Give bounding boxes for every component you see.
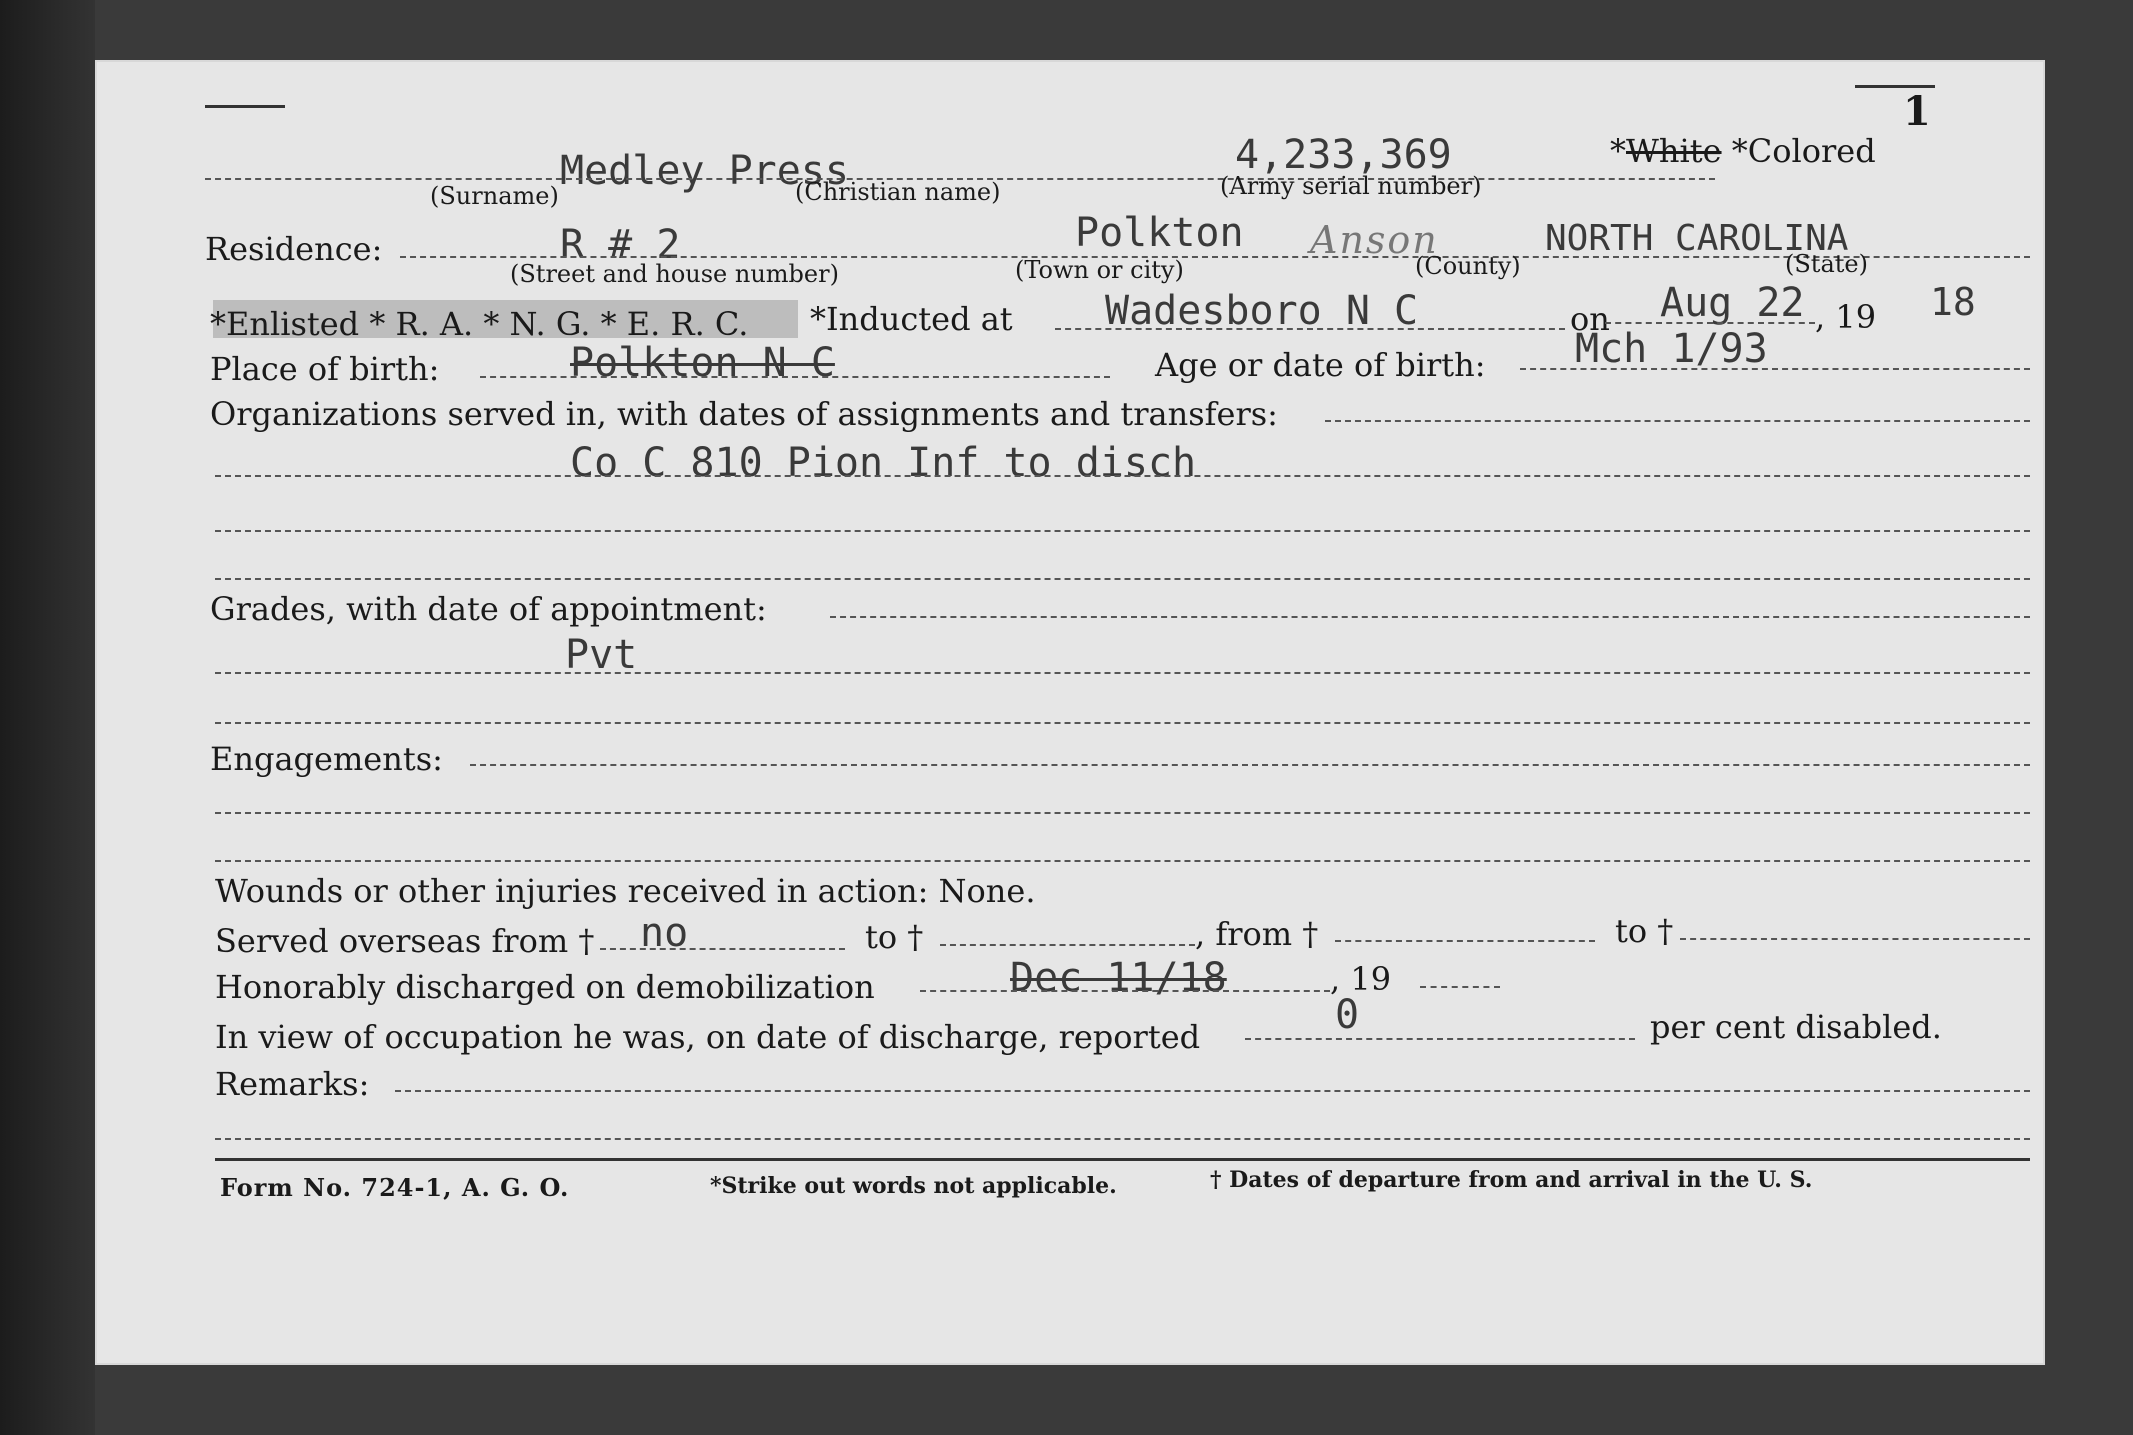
age-label: Age or date of birth: xyxy=(1155,346,1486,384)
corner-mark xyxy=(205,105,285,108)
organizations-value: Co C 810 Pion Inf to disch xyxy=(570,440,1197,486)
org-line-2 xyxy=(215,530,2030,532)
wounds-label: Wounds or other injuries received in action: None. xyxy=(215,872,1036,910)
discharge-line xyxy=(920,990,1330,992)
grades-label: Grades, with date of appointment: xyxy=(210,590,767,628)
disabled-suffix: per cent disabled. xyxy=(1650,1008,1942,1046)
grades-line-0 xyxy=(830,616,2030,618)
overseas-to-label: to † xyxy=(865,918,924,956)
disabled-value: 0 xyxy=(1335,992,1360,1038)
overseas-from-2-label: , from † xyxy=(1195,915,1319,953)
overseas-from-line xyxy=(600,948,845,950)
town-caption: (Town or city) xyxy=(1015,256,1184,284)
form-number: Form No. 724-1, A. G. O. xyxy=(220,1173,570,1202)
engagements-line-2 xyxy=(215,860,2030,862)
overseas-to-2-line xyxy=(1680,938,2030,940)
discharge-value: Dec 11/18 xyxy=(1010,955,1227,1001)
remarks-line-0 xyxy=(395,1090,2030,1092)
name-value: Medley Press xyxy=(560,148,849,194)
date-line xyxy=(1605,322,1815,324)
inducted-value: Wadesboro N C xyxy=(1105,288,1419,334)
year-prefix: , 19 xyxy=(1815,298,1877,336)
overseas-label: Served overseas from † xyxy=(215,922,595,960)
serial-caption: (Army serial number) xyxy=(1220,172,1482,200)
org-line-3 xyxy=(215,578,2030,580)
dates-note: † Dates of departure from and arrival in the U. S. xyxy=(1210,1167,1813,1193)
induction-year: 18 xyxy=(1930,280,1976,324)
disabled-label: In view of occupation he was, on date of discharge, reported xyxy=(215,1018,1201,1056)
overseas-to-2-label: to † xyxy=(1615,912,1674,950)
engagements-line-1 xyxy=(215,812,2030,814)
engagements-line-0 xyxy=(470,764,2030,766)
service-record-card xyxy=(95,60,2045,1365)
on-label: on xyxy=(1570,300,1610,338)
state-caption: (State) xyxy=(1785,250,1868,278)
overseas-from-2-line xyxy=(1335,940,1595,942)
disabled-line xyxy=(1245,1038,1635,1040)
county-caption: (County) xyxy=(1415,252,1521,280)
scan-border xyxy=(0,0,95,1435)
card-number: 1 xyxy=(1903,88,1931,135)
residence-label: Residence: xyxy=(205,230,383,268)
race-options: *White *Colored xyxy=(1610,132,1876,170)
discharge-label: Honorably discharged on demobilization xyxy=(215,968,875,1006)
overseas-value: no xyxy=(640,910,689,956)
christian-name-caption: (Christian name) xyxy=(795,178,1001,206)
discharge-year-line xyxy=(1420,986,1500,988)
birthplace-value: Polkton N C xyxy=(570,340,835,386)
serial-value: 4,233,369 xyxy=(1235,132,1452,178)
birthplace-line xyxy=(480,376,1110,378)
age-value: Mch 1/93 xyxy=(1575,326,1768,372)
remarks-label: Remarks: xyxy=(215,1065,370,1103)
discharge-year-prefix: , 19 xyxy=(1330,960,1392,998)
footer-rule xyxy=(215,1158,2030,1161)
grades-line-2 xyxy=(215,722,2030,724)
state-value: NORTH CAROLINA xyxy=(1545,218,1849,259)
grades-line-1 xyxy=(215,672,2030,674)
street-value: R # 2 xyxy=(560,222,681,268)
organizations-label: Organizations served in, with dates of assignments and transfers: xyxy=(210,395,1278,433)
grades-value: Pvt xyxy=(565,632,638,678)
town-value: Polkton xyxy=(1075,210,1244,256)
engagements-label: Engagements: xyxy=(210,740,443,778)
age-line xyxy=(1520,368,2030,370)
remarks-line-1 xyxy=(215,1138,2030,1140)
inducted-label: *Inducted at xyxy=(810,300,1013,338)
county-value: Anson xyxy=(1310,218,1439,262)
birthplace-label: Place of birth: xyxy=(210,350,440,388)
surname-caption: (Surname) xyxy=(430,182,559,210)
street-caption: (Street and house number) xyxy=(510,260,839,288)
strike-note: *Strike out words not applicable. xyxy=(710,1173,1117,1199)
induction-date: Aug 22 xyxy=(1660,280,1805,326)
inducted-line xyxy=(1055,328,1565,330)
enlisted-options: *Enlisted * R. A. * N. G. * E. R. C. xyxy=(210,305,749,343)
overseas-to-line xyxy=(940,944,1195,946)
org-line-1 xyxy=(215,475,2030,477)
org-line-0 xyxy=(1325,420,2030,422)
